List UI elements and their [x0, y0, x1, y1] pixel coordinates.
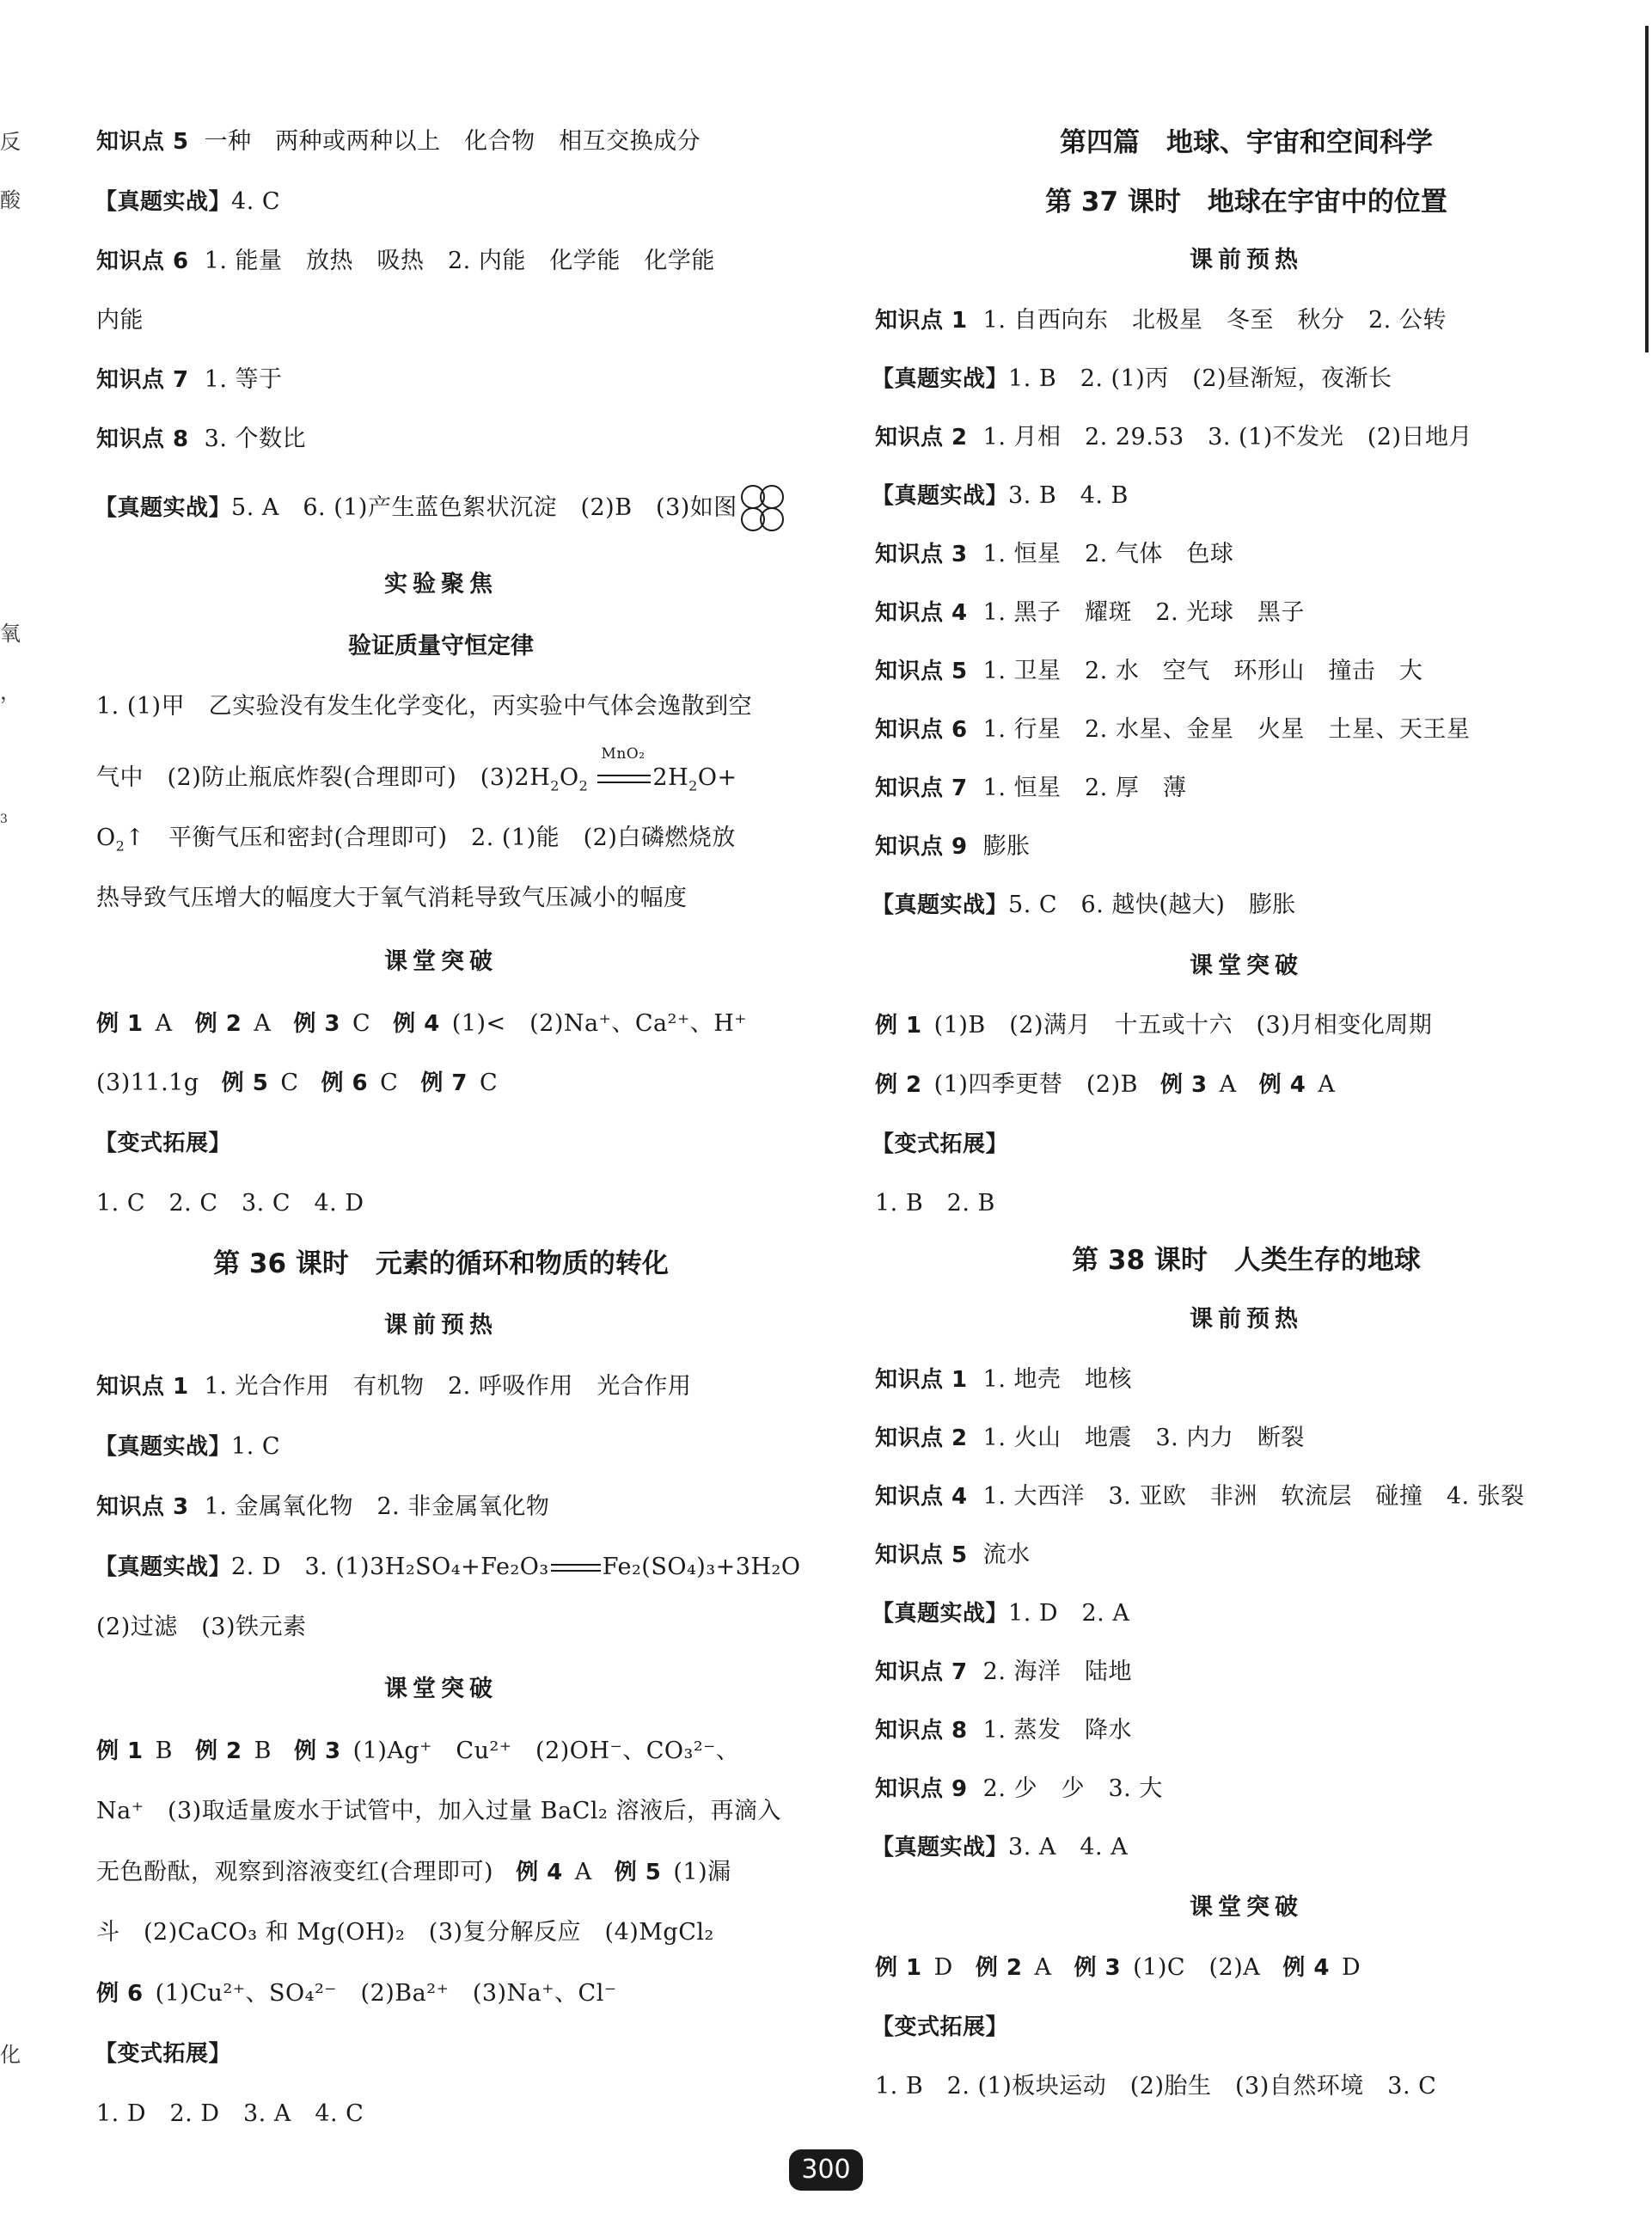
catalyst-label: MnO₂ — [601, 745, 646, 763]
knowledge-line — [96, 365, 283, 395]
example-label: 例 2 — [875, 1072, 922, 1098]
experiment-line: 热导致气压增大的幅度大于氧气消耗导致气压减小的幅度 — [96, 885, 688, 911]
knowledge-text: 2. 少 少 3. 大 — [982, 1775, 1163, 1802]
part-title: 第四篇 地球、宇宙和空间科学 — [1060, 127, 1433, 158]
section-heading: 课堂突破 — [1190, 1894, 1303, 1921]
knowledge-text: 1. 能量 放热 吸热 2. 内能 化学能 化学能 — [204, 248, 715, 274]
real-exam-text: 5. C 6. 越快(越大) 膨胀 — [1008, 892, 1296, 918]
example-line — [875, 1953, 1361, 1983]
section-heading: 课堂突破 — [384, 1676, 498, 1702]
knowledge-line — [875, 1775, 1163, 1804]
example-label: 例 1 — [96, 1738, 144, 1764]
edge-mark: 酸 — [0, 188, 21, 212]
knowledge-label: 知识点 3 — [875, 542, 968, 567]
example-answer: C — [352, 1010, 371, 1037]
real-exam-label: 【真题实战】 — [95, 189, 232, 215]
variant-answers: 1. D 2. D 3. A 4. C — [96, 2100, 364, 2127]
real-exam-text: 4. C — [231, 188, 281, 215]
edge-mark: ， — [0, 680, 21, 704]
knowledge-text: 1. 金属氧化物 2. 非金属氧化物 — [204, 1493, 550, 1520]
knowledge-text: 1. 火山 地震 3. 内力 断裂 — [982, 1425, 1305, 1451]
example-answer: (3)11.1g — [96, 1070, 199, 1096]
knowledge-label: 知识点 5 — [875, 659, 968, 684]
section-heading: 课前预热 — [1190, 1306, 1303, 1333]
example-label: 例 4 — [1258, 1072, 1306, 1098]
knowledge-line — [875, 657, 1423, 686]
knowledge-line — [875, 774, 1186, 803]
knowledge-line — [875, 1365, 1132, 1395]
real-exam-label: 【真题实战】 — [872, 1601, 1009, 1627]
knowledge-label: 知识点 4 — [875, 1484, 968, 1510]
real-exam-text: 2. D 3. (1)3H₂SO₄+Fe₂O₃ — [231, 1554, 549, 1580]
knowledge-label: 知识点 3 — [96, 1494, 189, 1520]
example-label: 例 5 — [221, 1070, 269, 1096]
knowledge-text: 流水 — [982, 1542, 1031, 1568]
knowledge-label: 知识点 8 — [875, 1718, 968, 1744]
knowledge-text: 1. 行星 2. 水星、金星 火星 土星、天王星 — [982, 716, 1471, 743]
page-number: 300 — [789, 2149, 863, 2191]
equation-part: 气中 (2)防止瓶底炸裂(合理即可) (3)2H — [96, 764, 551, 791]
example-line: 斗 (2)CaCO₃ 和 Mg(OH)₂ (3)复分解反应 (4)MgCl₂ — [96, 1919, 714, 1946]
example-label: 例 3 — [1074, 1955, 1122, 1981]
variant-label: 【变式拓展】 — [95, 1131, 232, 1156]
knowledge-label: 知识点 1 — [96, 1374, 189, 1400]
variant-label: 【变式拓展】 — [872, 1131, 1009, 1157]
knowledge-label: 知识点 4 — [875, 600, 968, 626]
real-exam-line — [872, 1599, 1129, 1628]
example-label: 例 4 — [1282, 1955, 1330, 1981]
real-exam-label: 【真题实战】 — [872, 483, 1009, 509]
example-label: 例 3 — [294, 1738, 341, 1764]
example-line — [96, 1069, 498, 1098]
real-exam-line — [95, 493, 737, 523]
example-answer: (1)漏 — [673, 1859, 731, 1885]
example-line — [96, 1009, 747, 1039]
example-label: 例 3 — [293, 1011, 340, 1037]
knowledge-label: 知识点 9 — [875, 834, 968, 860]
equation-part: ↑ 平衡气压和密封(合理即可) 2. (1)能 (2)白磷燃烧放 — [125, 825, 736, 851]
example-answer: C — [479, 1070, 499, 1096]
example-answer: 无色酚酞，观察到溶液变红(合理即可) — [96, 1859, 494, 1885]
example-line — [875, 1011, 1432, 1040]
variant-heading — [872, 2013, 1008, 2042]
knowledge-text: 1. 卫星 2. 水 空气 环形山 撞击 大 — [982, 658, 1423, 684]
variant-label: 【变式拓展】 — [872, 2014, 1009, 2040]
lesson-title: 第 37 课时 地球在宇宙中的位置 — [1045, 187, 1447, 218]
variant-heading — [95, 2039, 231, 2069]
knowledge-text: 1. 月相 2. 29.53 3. (1)不发光 (2)日地月 — [982, 424, 1472, 451]
real-exam-label: 【真题实战】 — [872, 892, 1009, 918]
knowledge-line — [875, 540, 1233, 569]
knowledge-label: 知识点 6 — [875, 717, 968, 743]
section-heading: 课堂突破 — [1190, 953, 1303, 979]
knowledge-text: 1. 大西洋 3. 亚欧 非洲 软流层 碰撞 4. 张裂 — [982, 1483, 1525, 1510]
knowledge-label: 知识点 8 — [96, 426, 189, 452]
example-label: 例 6 — [321, 1070, 369, 1096]
real-exam-label: 【真题实战】 — [95, 1554, 232, 1580]
real-exam-label: 【真题实战】 — [872, 1835, 1009, 1861]
knowledge-text: 1. 地壳 地核 — [982, 1366, 1132, 1393]
catalyst-arrow — [596, 745, 652, 793]
variant-heading — [872, 1130, 1008, 1159]
equals-sign — [551, 1564, 601, 1572]
example-answer: (1)C (2)A — [1133, 1954, 1261, 1981]
example-line — [96, 1737, 739, 1766]
knowledge-line — [875, 598, 1305, 628]
real-exam-line — [95, 1553, 800, 1582]
example-answer: D — [933, 1954, 953, 1981]
knowledge-text: 1. 等于 — [204, 366, 283, 393]
example-answer: (1)< (2)Na⁺、Ca²⁺、H⁺ — [451, 1010, 748, 1037]
edge-mark: 氧 — [0, 622, 21, 646]
example-answer: A — [1034, 1954, 1052, 1981]
edge-mark: 反 — [0, 130, 21, 154]
edge-mark: 3 — [0, 812, 8, 826]
variant-answers: 1. C 2. C 3. C 4. D — [96, 1190, 364, 1217]
experiment-line: $O_2↑$ 平衡气压和密封(合理即可) 2. (1)能 (2)白磷燃烧放 — [96, 825, 736, 855]
example-label: 例 3 — [1160, 1072, 1208, 1098]
molecule-diagram-icon — [737, 483, 789, 533]
example-answer: (1)Ag⁺ Cu²⁺ (2)OH⁻、CO₃²⁻、 — [352, 1738, 740, 1764]
knowledge-text: 1. 恒星 2. 厚 薄 — [982, 775, 1187, 801]
knowledge-line — [875, 1541, 1031, 1570]
knowledge-line — [875, 1716, 1132, 1745]
real-exam-text: 3. B 4. B — [1008, 482, 1129, 509]
real-exam-text: 1. D 2. A — [1008, 1600, 1130, 1627]
real-exam-label: 【真题实战】 — [872, 366, 1009, 392]
example-answer: (1)B (2)满月 十五或十六 (3)月相变化周期 — [933, 1012, 1433, 1039]
section-heading: 实验聚焦 — [384, 571, 498, 598]
knowledge-label: 知识点 5 — [96, 129, 189, 155]
real-exam-text: 1. C — [231, 1433, 281, 1460]
knowledge-line — [875, 1658, 1132, 1687]
variant-answers: 1. B 2. B — [875, 1190, 995, 1217]
knowledge-text: 1. 光合作用 有机物 2. 呼吸作用 光合作用 — [204, 1373, 692, 1400]
example-label: 例 7 — [420, 1070, 468, 1096]
knowledge-text: 膨胀 — [982, 833, 1031, 860]
example-line — [875, 1070, 1335, 1100]
real-exam-line — [872, 481, 1129, 511]
knowledge-line — [875, 832, 1031, 861]
example-answer: D — [1341, 1954, 1361, 1981]
example-line: Na⁺ (3)取适量废水于试管中，加入过量 BaCl₂ 溶液后，再滴入 — [96, 1798, 781, 1824]
knowledge-line — [875, 715, 1470, 745]
real-exam-label: 【真题实战】 — [95, 495, 232, 521]
example-answer: C — [380, 1070, 399, 1096]
knowledge-label: 知识点 9 — [875, 1776, 968, 1802]
section-heading: 课前预热 — [1190, 247, 1303, 273]
example-label: 例 1 — [96, 1011, 144, 1037]
knowledge-label: 知识点 1 — [875, 308, 968, 334]
example-label: 例 2 — [194, 1011, 242, 1037]
real-exam-text: 3. A 4. A — [1008, 1834, 1129, 1861]
lesson-title: 第 36 课时 元素的循环和物质的转化 — [213, 1248, 669, 1279]
example-label: 例 2 — [195, 1738, 242, 1764]
example-line — [96, 1858, 731, 1887]
knowledge-label: 知识点 6 — [96, 248, 189, 274]
knowledge-text: 1. 黑子 耀斑 2. 光球 黑子 — [982, 599, 1305, 626]
continuation-line: (2)过滤 (3)铁元素 — [96, 1614, 307, 1640]
example-answer: A — [1318, 1071, 1336, 1098]
real-exam-text: 5. A 6. (1)产生蓝色絮状沉淀 (2)B (3)如图 — [231, 494, 737, 521]
knowledge-line — [96, 127, 701, 156]
knowledge-line — [96, 247, 715, 276]
example-label: 例 2 — [975, 1955, 1023, 1981]
knowledge-line — [875, 1482, 1525, 1511]
real-exam-line — [872, 891, 1296, 920]
knowledge-line — [96, 425, 306, 454]
variant-answers: 1. B 2. (1)板块运动 (2)胎生 (3)自然环境 3. C — [875, 2073, 1437, 2100]
example-answer: A — [155, 1010, 173, 1037]
real-exam-line — [95, 187, 280, 217]
knowledge-line — [875, 1424, 1305, 1453]
knowledge-text: 1. 恒星 2. 气体 色球 — [982, 541, 1234, 567]
experiment-equation-line: 气中 (2)防止瓶底炸裂(合理即可) $(3)2H_2O_2$ MnO₂ $2H_2O+$ — [96, 745, 737, 794]
knowledge-line — [96, 1493, 549, 1522]
knowledge-line — [875, 423, 1472, 452]
edge-mark: 化 — [0, 2043, 21, 2067]
example-label: 例 1 — [875, 1955, 922, 1981]
example-label: 例 1 — [875, 1013, 922, 1039]
example-label: 例 4 — [393, 1011, 440, 1037]
variant-heading — [95, 1129, 231, 1158]
knowledge-label: 知识点 2 — [875, 1425, 968, 1451]
equation-part: 2H — [652, 764, 689, 791]
knowledge-text: 1. 自西向东 北极星 冬至 秋分 2. 公转 — [982, 307, 1447, 334]
example-label: 例 5 — [614, 1860, 662, 1885]
knowledge-label: 知识点 1 — [875, 1367, 968, 1393]
real-exam-text: Fe₂(SO₄)₃+3H₂O — [602, 1554, 801, 1580]
example-answer: A — [574, 1859, 592, 1885]
knowledge-line — [96, 1372, 691, 1401]
example-answer: C — [280, 1070, 299, 1096]
example-label: 例 4 — [516, 1860, 563, 1885]
real-exam-text: 1. B 2. (1)丙 (2)昼渐短，夜渐长 — [1008, 365, 1392, 392]
real-exam-line — [872, 1833, 1128, 1862]
lesson-title: 第 38 课时 人类生存的地球 — [1072, 1245, 1421, 1276]
example-answer: B — [254, 1738, 272, 1764]
knowledge-text: 一种 两种或两种以上 化合物 相互交换成分 — [204, 128, 701, 155]
knowledge-label: 知识点 5 — [875, 1542, 968, 1568]
example-label: 例 6 — [96, 1981, 144, 2007]
real-exam-line — [95, 1432, 280, 1462]
example-answer: A — [1219, 1071, 1237, 1098]
knowledge-text: 3. 个数比 — [204, 426, 306, 452]
example-answer: (1)Cu²⁺、SO₄²⁻ (2)Ba²⁺ (3)Na⁺、Cl⁻ — [155, 1980, 617, 2007]
equation-part: O — [96, 825, 116, 851]
real-exam-line — [872, 365, 1392, 394]
knowledge-label: 知识点 7 — [875, 1659, 968, 1685]
knowledge-label: 知识点 7 — [875, 775, 968, 801]
experiment-title: 验证质量守恒定律 — [348, 633, 534, 659]
section-heading: 课前预热 — [384, 1312, 498, 1339]
example-line — [96, 1979, 617, 2008]
page-edge-bar — [1645, 26, 1649, 352]
knowledge-text: 1. 蒸发 降水 — [982, 1717, 1132, 1744]
example-answer: B — [155, 1738, 173, 1764]
equation-part: O+ — [697, 764, 737, 791]
real-exam-label: 【真题实战】 — [95, 1434, 232, 1460]
knowledge-label: 知识点 2 — [875, 425, 968, 451]
continuation-line: 内能 — [96, 307, 144, 334]
example-answer: A — [254, 1010, 272, 1037]
example-answer: (1)四季更替 (2)B — [933, 1071, 1138, 1098]
knowledge-label: 知识点 7 — [96, 367, 189, 393]
section-heading: 课堂突破 — [384, 948, 498, 975]
knowledge-text: 2. 海洋 陆地 — [982, 1658, 1132, 1685]
variant-label: 【变式拓展】 — [95, 2041, 232, 2067]
experiment-line: 1. (1)甲 乙实验没有发生化学变化，丙实验中气体会逸散到空 — [96, 693, 753, 720]
knowledge-line — [875, 306, 1447, 335]
